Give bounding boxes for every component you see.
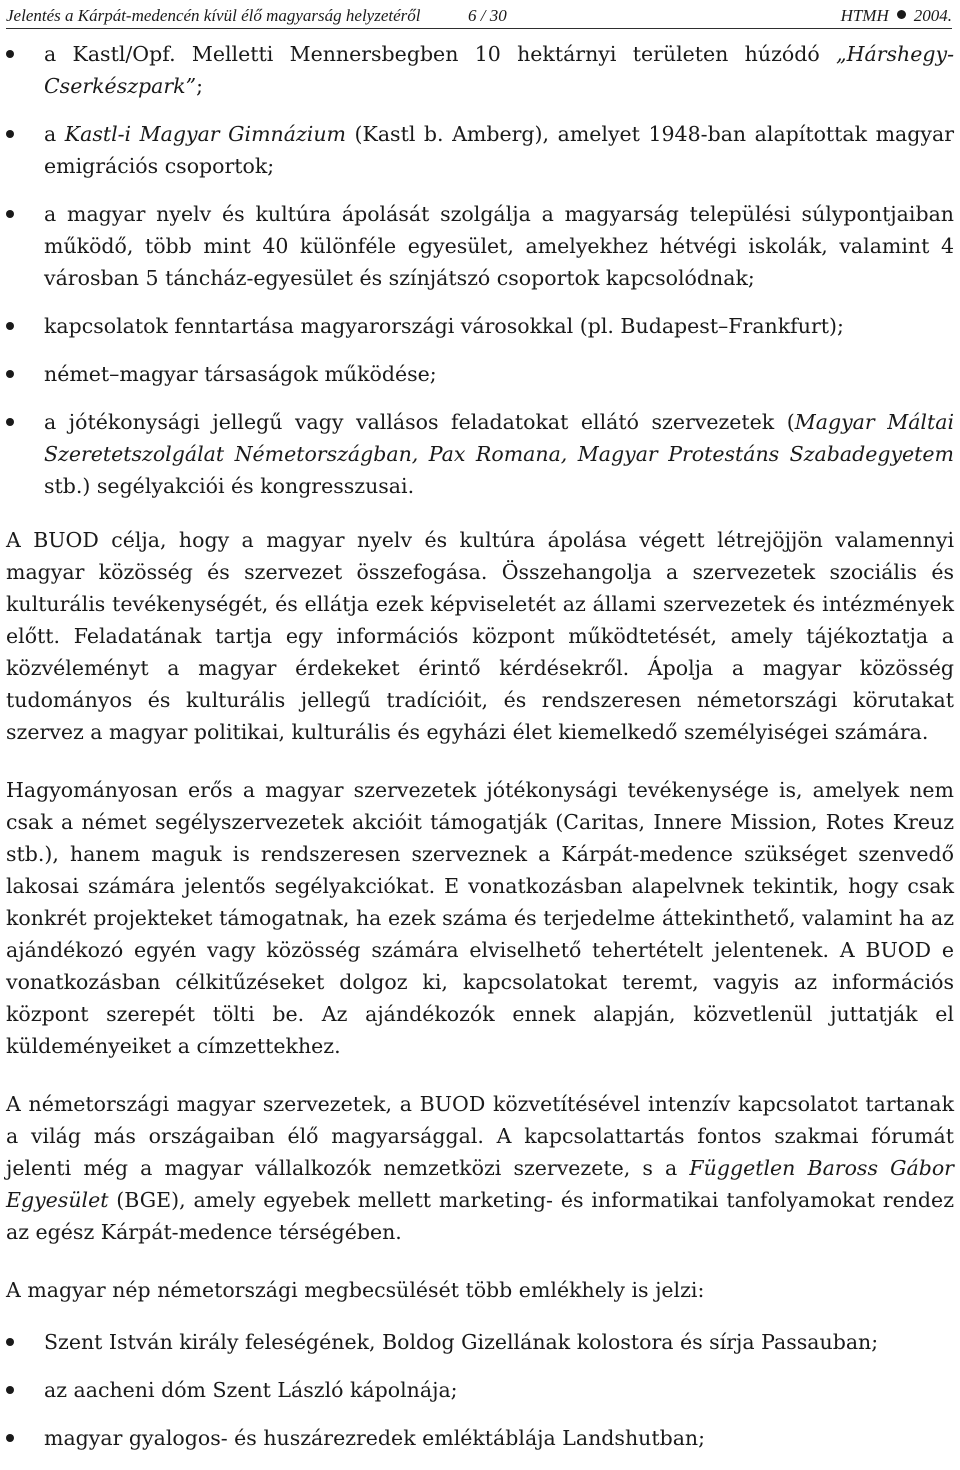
list-item: az aacheni dóm Szent László kápolnája; (6, 1374, 954, 1406)
list-item: a Kastl-i Magyar Gimnázium (Kastl b. Amberg), amelyet 1948-ban alapítottak magyar emigrációs csoportok; (6, 118, 954, 182)
running-header (6, 4, 952, 29)
list-item: német–magyar társaságok működése; (6, 358, 954, 390)
list-item: magyar gyalogos- és huszárezredek emléktáblája Landshutban; (6, 1422, 954, 1454)
list-item: a magyar nyelv és kultúra ápolását szolgálja a magyarság települési súlypontjaiban működő, több mint 40 különféle egyesület, amelyekhez hétvégi iskolák, valamint 4 városban 5 táncház-egyesület és színjátszó csoportok kapcsolódnak; (6, 198, 954, 294)
paragraph-charity: Hagyományosan erős a magyar szervezetek jótékonysági tevékenysége is, amelyek nem csak a német segélyszervezetek akcióit támogatják (Caritas, Innere Mission, Rotes Kreuz stb.), hanem maguk is rendszeresen szerveznek a Kárpát-medence szükséget szenvedő lakosai számára jelentős segélyakciókat. E vonatkozásban alapelvnek tekintik, hogy csak konkrét projekteket támogatnak, ha ezek száma és terjedelme áttekinthető, valamint ha az ajándékozó egyén vagy közösség számára elviselhető tehertételt jelentenek. A BUOD e vonatkozásban célkitűzéseket dolgoz ki, kapcsolatokat teremt, vagyis az információs központ szerepét tölti be. Az ajándékozók ennek alapján, közvetlenül juttatják el küldeményeiket a címzettekhez. (6, 778, 954, 1058)
document-body (6, 38, 954, 1470)
list-item: a jótékonysági jellegű vagy vallásos feladatokat ellátó szervezetek (Magyar Máltai Szeretetszolgálat Németországban, Pax Romana, Magyar Protestáns Szabadegyetem stb.) segélyakciói és kongresszusai. (6, 406, 954, 502)
list-item: Szent István király feleségének, Boldog Gizellának kolostora és sírja Passauban; (6, 1326, 954, 1358)
list-item: kapcsolatok fenntartása magyarországi városokkal (pl. Budapest–Frankfurt); (6, 310, 954, 342)
list-item: a Kastl/Opf. Melletti Mennersbegben 10 hektárnyi területen húzódó „Hárshegy-Cserkészpark”; (6, 38, 954, 102)
header-year: 2004. (913, 6, 952, 25)
paragraph-buod-aims: A BUOD célja, hogy a magyar nyelv és kultúra ápolása végett létrejöjjön valamennyi magyar közösség és szervezet összefogása. Összehangolja a szervezetek szociális és kulturális tevékenységét, és ellátja ezek képviseletét az állami szervezetek és intézmények előtt. Feladatának tartja egy információs központ működtetését, amely tájékoztatja a közvéleményt a magyar érdekeket érintő kérdésekről. Ápolja a magyar közösség tudományos és kulturális jellegű tradícióit, és rendszeresen németországi körutakat szervez a magyar politikai, kulturális és egyházi élet kiemelkedő személyiségei számára. (6, 528, 954, 744)
bullet-dot-icon (897, 10, 906, 19)
page-number: 6 / 30 (468, 6, 507, 25)
paragraph-memorials-intro: A magyar nép németországi megbecsülését több emlékhely is jelzi: (6, 1278, 705, 1302)
bullet-list-memorials (6, 1326, 954, 1454)
paragraph-contacts: A németországi magyar szervezetek, a BUOD közvetítésével intenzív kapcsolatot tartanak a világ más országaiban élő magyarsággal. A kapcsolattartás fontos szakmai fórumát jelenti még a magyar vállalkozók nemzetközi szervezete, s a Független Baross Gábor Egyesület (BGE), amely egyebek mellett marketing- és informatikai tanfolyamokat rendez az egész Kárpát-medence térségében. (6, 1092, 954, 1244)
header-title: Jelentés a Kárpát-medencén kívül élő magyarság helyzetéről (6, 6, 421, 25)
header-org: HTMH (840, 6, 889, 25)
header-right (841, 6, 952, 26)
bullet-list-institutions (6, 38, 954, 502)
